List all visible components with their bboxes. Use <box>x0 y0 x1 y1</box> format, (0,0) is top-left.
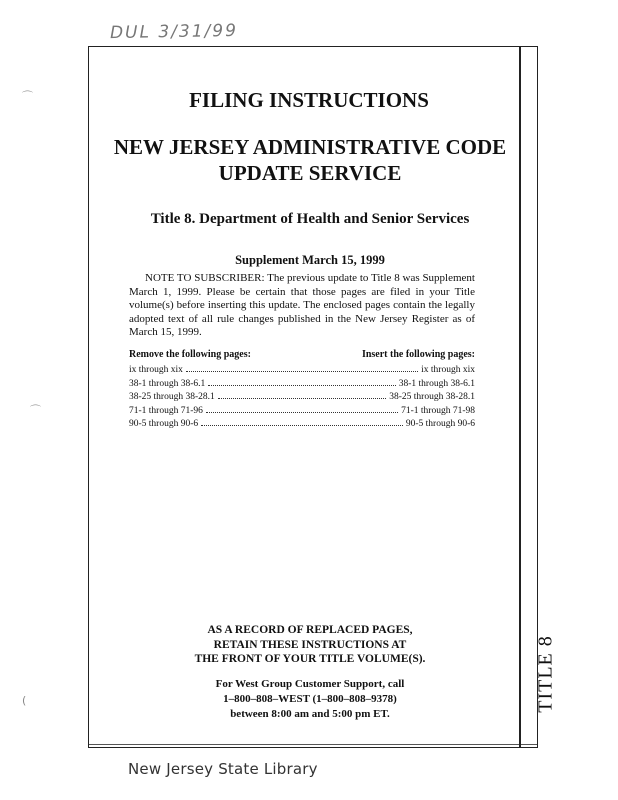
support-hours: between 8:00 am and 5:00 pm ET. <box>230 708 390 720</box>
insert-pages-header: Insert the following pages: <box>361 349 475 360</box>
library-stamp: New Jersey State Library <box>128 760 318 778</box>
dot-leader <box>208 376 395 386</box>
record-line-1: AS A RECORD OF REPLACED PAGES, <box>207 624 413 636</box>
remove-pages-header: Remove the following pages: <box>129 349 251 360</box>
dot-leader <box>218 389 386 399</box>
table-row <box>129 403 475 417</box>
support-line-1: For West Group Customer Support, call <box>215 678 405 690</box>
insert-pages-cell: ix through xix <box>421 365 475 375</box>
page-replacement-table <box>129 349 475 430</box>
code-title-line2: UPDATE SERVICE <box>218 161 402 185</box>
department-title: Title 8. Department of Health and Senior Services <box>150 211 470 227</box>
scan-mark: ⌒ <box>22 90 33 103</box>
support-phone: 1–800–808–WEST (1–800–808–9378) <box>223 693 397 705</box>
page-table-header <box>129 349 475 360</box>
insert-pages-cell: 71-1 through 71-98 <box>401 405 475 416</box>
remove-pages-cell: ix through xix <box>129 365 183 375</box>
insert-pages-cell: 90-5 through 90-6 <box>405 419 475 429</box>
remove-pages-cell: 38-1 through 38-6.1 <box>129 378 206 389</box>
insert-pages-cell: 38-1 through 38-6.1 <box>398 378 475 389</box>
table-row <box>129 376 475 390</box>
supplement-date: Supplement March 15, 1999 <box>235 253 385 267</box>
filing-instructions-title: FILING INSTRUCTIONS <box>189 88 429 112</box>
subscriber-note: NOTE TO SUBSCRIBER: The previous update to Title 8 was Supplement March 1, 1999. Please be certain that those pages are filed in your Title volume(s) before inserting this update. The enclosed pages contain the legally adopted text of all rule changes published in the New Jersey Register as of March 15, 1999. <box>129 272 475 338</box>
dot-leader <box>201 416 403 426</box>
scan-mark: ( <box>22 694 27 707</box>
code-title-line1: NEW JERSEY ADMINISTRATIVE CODE <box>113 135 507 159</box>
table-row <box>129 416 475 430</box>
record-line-2: RETAIN THESE INSTRUCTIONS AT <box>213 638 407 651</box>
dot-leader <box>186 362 418 372</box>
scan-mark: ⌒ <box>30 404 41 417</box>
customer-support-info <box>160 677 460 722</box>
remove-pages-cell: 90-5 through 90-6 <box>129 419 199 429</box>
remove-pages-cell: 38-25 through 38-28.1 <box>129 392 215 402</box>
record-line-3: THE FRONT OF YOUR TITLE VOLUME(S). <box>194 653 426 665</box>
table-row <box>129 362 475 376</box>
remove-pages-cell: 71-1 through 71-96 <box>129 405 203 416</box>
title-tab-label: TITLE 8 <box>534 635 557 713</box>
table-row <box>129 389 475 403</box>
record-instruction <box>160 623 460 667</box>
handwritten-date-note: DUL 3/31/99 <box>109 20 239 44</box>
insert-pages-cell: 38-25 through 38-28.1 <box>389 392 475 402</box>
code-title <box>40 134 580 186</box>
dot-leader <box>206 403 398 413</box>
